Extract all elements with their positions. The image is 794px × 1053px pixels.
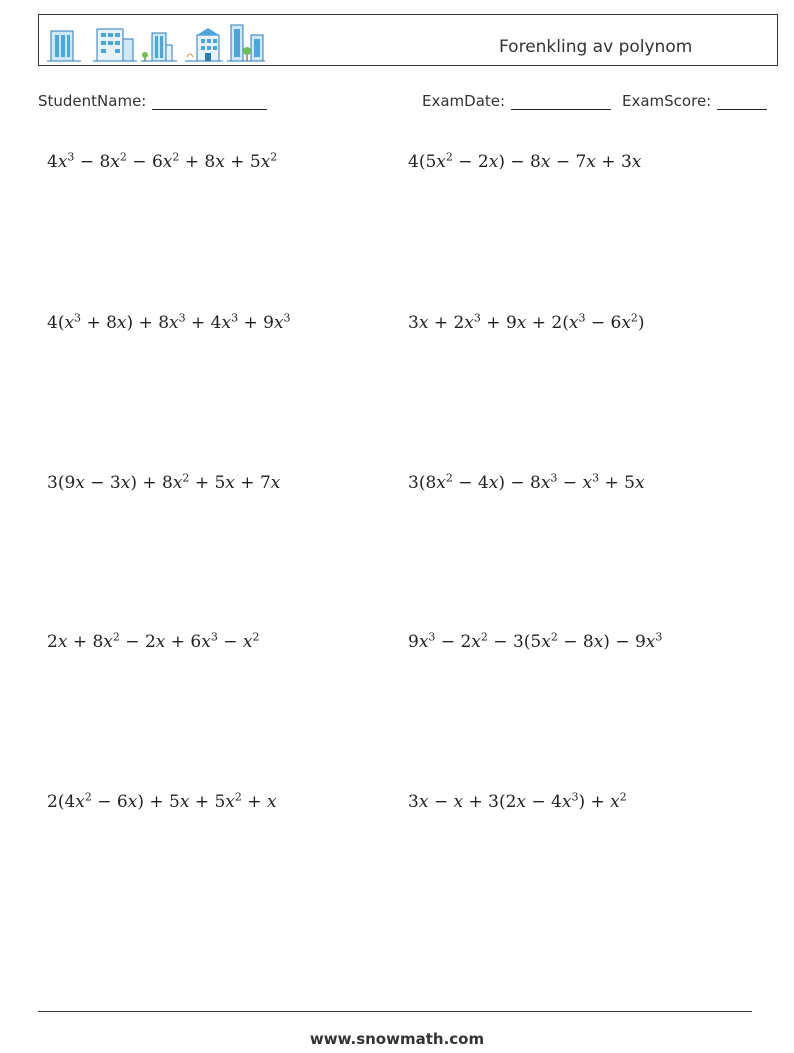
problem-8 [408,630,662,652]
problem-expression: $3(9x - 3x) + 8x^2 + 5x + 7x$ [47,471,281,493]
building-icon [93,29,137,61]
problem-9 [47,790,277,812]
exam-date-field[interactable] [422,92,611,110]
problem-2 [408,150,641,172]
city-logo [47,23,267,63]
problem-expression: $4(x^3 + 8x) + 8x^3 + 4x^3 + 9x^3$ [47,311,291,333]
problem-expression: $9x^3 - 2x^2 - 3(5x^2 - 8x) - 9x^3$ [408,630,663,652]
problem-5 [47,471,280,493]
problem-expression: $3(8x^2 - 4x) - 8x^3 - x^3 + 5x$ [408,471,645,493]
student-name-field[interactable] [38,92,267,110]
building-with-tree-icon [227,25,265,61]
exam-score-field[interactable] [622,92,767,110]
problem-3 [47,311,291,333]
problem-expression: $2x + 8x^2 - 2x + 6x^3 - x^2$ [47,630,260,652]
exam-score-label: ExamScore: [622,92,712,110]
footer-url[interactable]: www.snowmath.com [309,1030,485,1048]
building-icon [185,28,223,61]
problem-10 [408,790,627,812]
problem-expression: $4x^3 - 8x^2 - 6x^2 + 8x + 5x^2$ [47,150,278,172]
exam-score-blank[interactable] [717,93,767,110]
building-with-tree-icon [141,33,177,61]
problem-1 [47,150,277,172]
problem-expression: $3x - x + 3(2x - 4x^3) + x^2$ [408,790,627,812]
worksheet-header [38,14,778,66]
problem-7 [47,630,259,652]
problem-expression: $3x + 2x^3 + 9x + 2(x^3 - 6x^2)$ [408,311,645,333]
building-icon [47,31,81,61]
exam-date-blank[interactable] [511,93,611,110]
problem-expression: $4(5x^2 - 2x) - 8x - 7x + 3x$ [408,150,642,172]
exam-date-label: ExamDate: [422,92,506,110]
problem-6 [408,471,645,493]
footer-divider [38,1011,752,1012]
problem-expression: $2(4x^2 - 6x) + 5x + 5x^2 + x$ [47,790,277,812]
student-name-blank[interactable] [152,93,267,110]
problem-4 [408,311,645,333]
student-name-label: StudentName: [38,92,147,110]
worksheet-title: Forenkling av polynom [499,37,693,57]
